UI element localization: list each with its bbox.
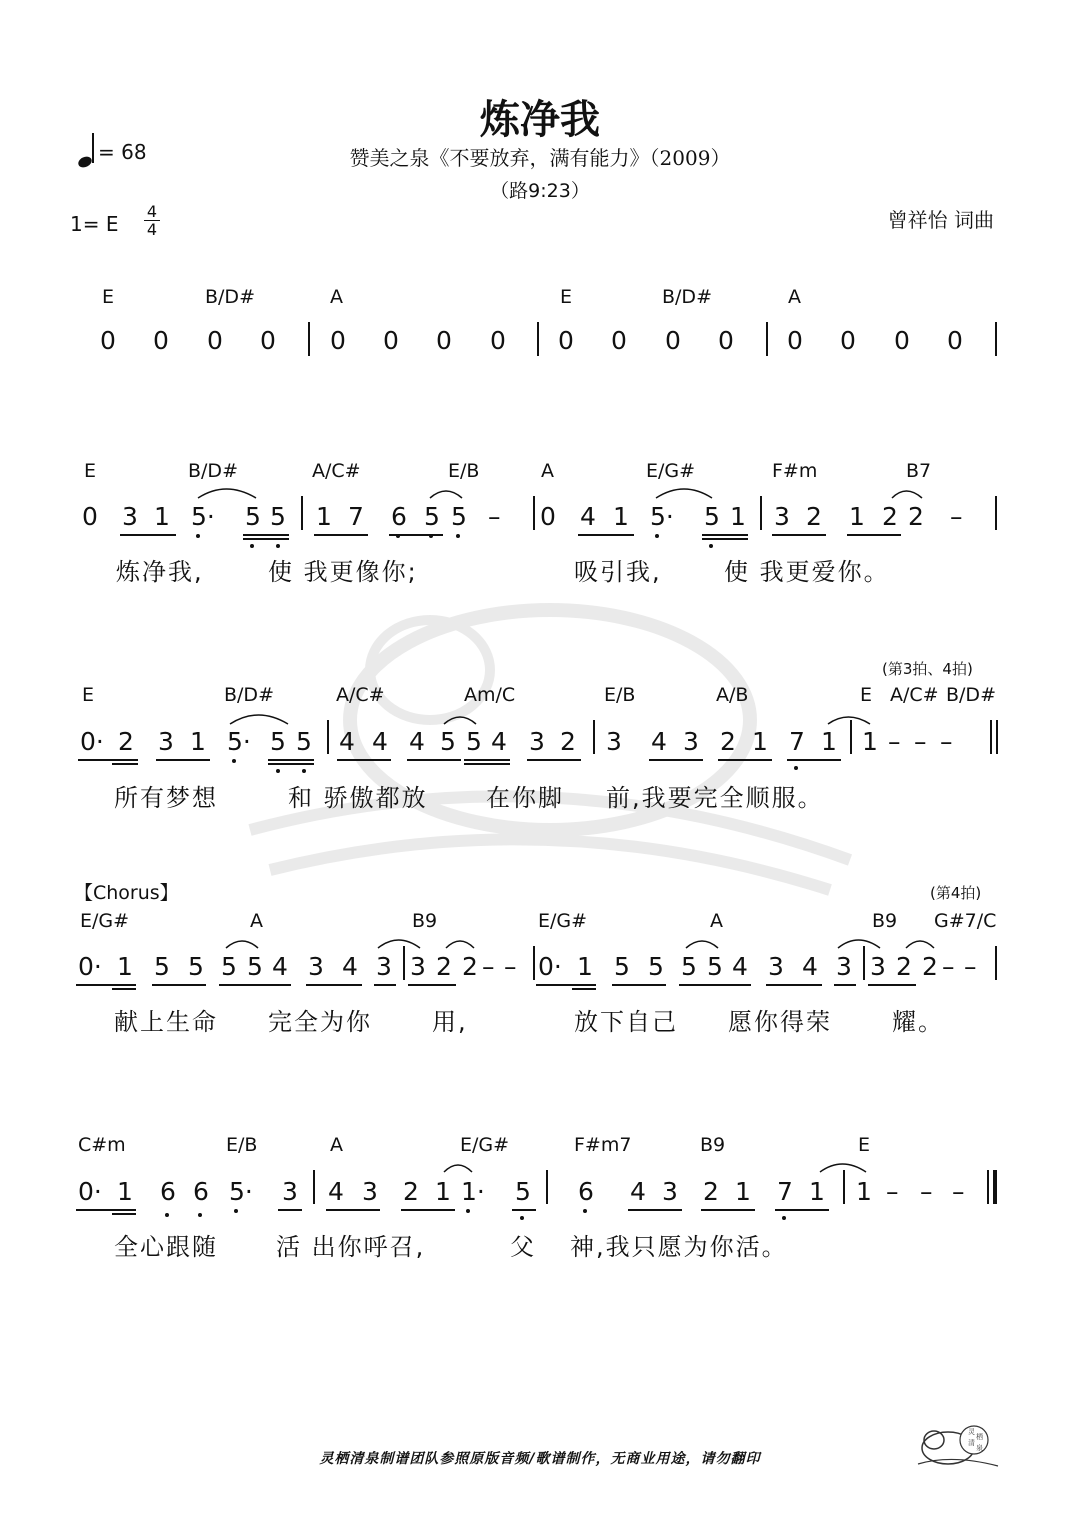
chord: C#m — [78, 1134, 126, 1156]
underline — [306, 984, 362, 986]
note: 5 — [245, 502, 261, 531]
author-credit: 曾祥怡 词曲 — [887, 208, 994, 232]
octave-dot — [709, 544, 713, 548]
lyric: 献上生命 — [114, 1008, 218, 1036]
logo-char: 清 — [968, 1439, 975, 1447]
note: 2 — [462, 952, 478, 981]
underline — [649, 759, 703, 761]
chord: E/B — [448, 460, 480, 482]
note: 3 — [529, 727, 545, 756]
underline — [701, 1209, 755, 1211]
note: 0 — [436, 326, 452, 355]
lyric: 愿你得荣 — [728, 1008, 832, 1036]
chord: A — [788, 286, 801, 308]
lyric: 使 我更像你; — [268, 558, 418, 586]
lyric: 父 — [510, 1233, 536, 1261]
underline — [536, 984, 596, 986]
note: 1 — [730, 502, 746, 531]
chord: A/C# — [336, 684, 385, 706]
octave-dot — [198, 1213, 202, 1217]
lyric: 活 出你呼召, — [276, 1233, 426, 1261]
key-signature: 1= E — [70, 212, 119, 236]
chord: B/D# — [205, 286, 255, 308]
note: 0 — [153, 326, 169, 355]
note: – — [886, 1177, 899, 1206]
barline — [863, 946, 865, 980]
underline — [775, 1209, 829, 1211]
note: 0· — [538, 952, 562, 981]
note: 5· — [229, 1177, 253, 1206]
note: 0 — [787, 326, 803, 355]
note: 4 — [342, 952, 358, 981]
chord: B9 — [412, 910, 438, 932]
chord: F#m7 — [574, 1134, 632, 1156]
note: 3 — [683, 727, 699, 756]
barline — [995, 946, 997, 980]
note: 1 — [735, 1177, 751, 1206]
underline — [702, 534, 748, 536]
underline — [326, 1209, 380, 1211]
note: 5 — [154, 952, 170, 981]
barline — [995, 322, 997, 356]
note: 1 — [154, 502, 170, 531]
note: 3 — [606, 727, 622, 756]
octave-dot — [302, 769, 306, 773]
lyric: 所有梦想 — [114, 784, 218, 812]
note: 0· — [80, 727, 104, 756]
note: 3 — [308, 952, 324, 981]
barline — [990, 720, 992, 754]
note: 2 — [908, 502, 924, 531]
note: 3 — [158, 727, 174, 756]
note: 5 — [270, 502, 286, 531]
note: 5 — [270, 727, 286, 756]
note: – — [914, 727, 927, 756]
note: 1 — [117, 952, 133, 981]
note: 1 — [190, 727, 206, 756]
underline — [527, 759, 581, 761]
beat-annotation: (第4拍) — [930, 884, 982, 902]
note: 6 — [578, 1177, 594, 1206]
chord: F#m — [772, 460, 818, 482]
note: 3 — [870, 952, 886, 981]
chord: E/G# — [646, 460, 696, 482]
note: 3 — [410, 952, 426, 981]
note: 5 — [648, 952, 664, 981]
note: 0 — [100, 326, 116, 355]
note: 2 — [560, 727, 576, 756]
note: 0· — [78, 952, 102, 981]
underline — [120, 534, 176, 536]
underline — [718, 759, 772, 761]
note: 5 — [221, 952, 237, 981]
logo-char: 栖 — [976, 1433, 983, 1441]
scripture-reference: （路9:23） — [490, 180, 590, 202]
barline — [308, 322, 310, 356]
underline — [766, 984, 822, 986]
underline — [834, 984, 856, 986]
chord: A — [330, 1134, 343, 1156]
note: – — [920, 1177, 933, 1206]
octave-dot — [466, 1209, 470, 1213]
note: 2 — [720, 727, 736, 756]
underline — [512, 1209, 536, 1211]
underline — [374, 984, 396, 986]
underline — [702, 538, 748, 540]
barline — [403, 946, 405, 980]
note: 4 — [802, 952, 818, 981]
note: – — [964, 952, 977, 981]
note: 1 — [435, 1177, 451, 1206]
barline — [593, 720, 595, 754]
underline — [76, 1209, 136, 1211]
note: 0 — [611, 326, 627, 355]
note: 1 — [577, 952, 593, 981]
note: 5 — [466, 727, 482, 756]
lyric: 前,我要完全顺服。 — [606, 784, 824, 812]
octave-dot — [232, 759, 236, 763]
chord: B/D# — [662, 286, 712, 308]
note: 0 — [540, 502, 556, 531]
underline — [628, 1209, 682, 1211]
underline — [314, 534, 368, 536]
chord: B9 — [700, 1134, 726, 1156]
note: 4 — [272, 952, 288, 981]
underline — [278, 1209, 302, 1211]
chord: A — [541, 460, 554, 482]
barline — [327, 720, 329, 754]
note: 2 — [922, 952, 938, 981]
chord: G#7/C — [934, 910, 997, 932]
note: 7 — [348, 502, 364, 531]
note: 3 — [774, 502, 790, 531]
note: 0 — [840, 326, 856, 355]
chord: E — [102, 286, 115, 308]
note: 6 — [160, 1177, 176, 1206]
note: 5 — [681, 952, 697, 981]
underline — [408, 984, 456, 986]
chord: A — [250, 910, 263, 932]
octave-dot — [165, 1213, 169, 1217]
note: 4 — [409, 727, 425, 756]
underline — [112, 1213, 136, 1215]
underline — [572, 988, 596, 990]
chord: Am/C — [464, 684, 516, 706]
note: 5 — [704, 502, 720, 531]
note: 1 — [316, 502, 332, 531]
time-signature-top: 4 — [146, 202, 158, 221]
note: 6 — [391, 502, 407, 531]
note: 2 — [703, 1177, 719, 1206]
lyric: 全心跟随 — [114, 1233, 218, 1261]
lamb-logo-icon — [912, 1418, 1002, 1470]
octave-dot — [456, 534, 460, 538]
note: 1 — [856, 1177, 872, 1206]
chord: B7 — [906, 460, 932, 482]
note: – — [952, 1177, 965, 1206]
note: 1 — [862, 727, 878, 756]
lyric: 用, — [432, 1008, 468, 1036]
underline — [401, 1209, 455, 1211]
barline — [760, 496, 762, 530]
underline — [407, 759, 461, 761]
chord: E — [858, 1134, 871, 1156]
octave-dot — [520, 1216, 524, 1220]
note: 3 — [282, 1177, 298, 1206]
underline — [243, 538, 289, 540]
lyric: 神,我只愿为你活。 — [570, 1233, 788, 1261]
barline — [533, 946, 535, 980]
note: 0 — [947, 326, 963, 355]
lyric: 在你脚 — [486, 784, 564, 812]
note: 0 — [490, 326, 506, 355]
time-signature-bottom: 4 — [144, 220, 160, 238]
underline — [156, 759, 210, 761]
chord: E — [84, 460, 97, 482]
chord: B/D# — [224, 684, 274, 706]
note: 6 — [193, 1177, 209, 1206]
underline — [243, 534, 289, 536]
note: 2 — [896, 952, 912, 981]
song-title: 炼净我 — [480, 97, 600, 143]
note: 2 — [436, 952, 452, 981]
octave-dot — [250, 544, 254, 548]
logo-char: 灵 — [968, 1428, 975, 1436]
barline — [766, 322, 768, 356]
note: 1 — [752, 727, 768, 756]
note: 3 — [362, 1177, 378, 1206]
note: 1 — [117, 1177, 133, 1206]
note: 7 — [789, 727, 805, 756]
section-label: 【Chorus】 — [74, 882, 179, 904]
note: 3 — [376, 952, 392, 981]
note: 5· — [650, 502, 674, 531]
octave-dot — [794, 766, 798, 770]
note: 4 — [580, 502, 596, 531]
underline — [112, 988, 136, 990]
barline — [313, 1170, 315, 1204]
note: – — [504, 952, 517, 981]
chord: A — [330, 286, 343, 308]
note: 5· — [227, 727, 251, 756]
barline — [850, 720, 852, 754]
note: 0· — [78, 1177, 102, 1206]
note: 0 — [383, 326, 399, 355]
chord: E — [560, 286, 573, 308]
note: – — [942, 952, 955, 981]
note: – — [888, 727, 901, 756]
octave-dot — [396, 534, 400, 538]
note: 1 — [809, 1177, 825, 1206]
final-barline — [993, 1170, 997, 1204]
note: 5 — [440, 727, 456, 756]
chord: E — [82, 684, 95, 706]
barline — [301, 496, 303, 530]
note: 0 — [718, 326, 734, 355]
octave-dot — [583, 1209, 587, 1213]
lyric: 使 我更爱你。 — [724, 558, 890, 586]
underline — [464, 763, 510, 765]
octave-dot — [782, 1216, 786, 1220]
underline — [112, 763, 138, 765]
note: 1· — [461, 1177, 485, 1206]
time-signature — [144, 203, 160, 238]
note: 4 — [630, 1177, 646, 1206]
lyric: 完全为你 — [268, 1008, 372, 1036]
underline — [78, 759, 138, 761]
underline — [847, 534, 901, 536]
chord: E/B — [604, 684, 636, 706]
lyric: 放下自己 — [574, 1008, 678, 1036]
note: 4 — [339, 727, 355, 756]
underline — [679, 984, 751, 986]
chord: A/C# — [890, 684, 939, 706]
note: 1 — [821, 727, 837, 756]
note: – — [950, 502, 963, 531]
underline — [152, 984, 206, 986]
lyric: 和 骄傲都放 — [288, 784, 428, 812]
chord: B9 — [872, 910, 898, 932]
tempo-marking — [78, 140, 147, 164]
chord: B/D# — [188, 460, 238, 482]
octave-dot — [196, 534, 200, 538]
underline — [578, 534, 634, 536]
note: 5 — [515, 1177, 531, 1206]
note: 5 — [707, 952, 723, 981]
note: 0 — [330, 326, 346, 355]
note: 5 — [424, 502, 440, 531]
note: 4 — [651, 727, 667, 756]
note: 3 — [662, 1177, 678, 1206]
barline — [533, 496, 535, 530]
watermark-lamb-icon — [230, 600, 873, 900]
chord: E/G# — [80, 910, 130, 932]
chord: A/C# — [312, 460, 361, 482]
octave-dot — [429, 534, 433, 538]
note: 2 — [882, 502, 898, 531]
note: – — [488, 502, 501, 531]
tempo-value: = 68 — [98, 140, 147, 164]
lyric: 炼净我, — [116, 558, 204, 586]
octave-dot — [276, 544, 280, 548]
note: – — [940, 727, 953, 756]
underline — [868, 984, 916, 986]
underline — [219, 984, 291, 986]
underline — [612, 984, 666, 986]
barline — [546, 1170, 548, 1204]
note: 3 — [768, 952, 784, 981]
note: 2 — [118, 727, 134, 756]
note: 0 — [894, 326, 910, 355]
note: – — [482, 952, 495, 981]
chord: E/G# — [460, 1134, 510, 1156]
chord: E/G# — [538, 910, 588, 932]
octave-dot — [276, 769, 280, 773]
note: 1 — [613, 502, 629, 531]
note: 2 — [403, 1177, 419, 1206]
chord: A — [710, 910, 723, 932]
underline — [268, 763, 314, 765]
note: 0 — [207, 326, 223, 355]
octave-dot — [655, 534, 659, 538]
note: 3 — [836, 952, 852, 981]
barline — [996, 720, 998, 754]
chord: E — [860, 684, 873, 706]
chord: A/B — [716, 684, 749, 706]
chord: B/D# — [946, 684, 996, 706]
note: 4 — [372, 727, 388, 756]
note: 0 — [665, 326, 681, 355]
underline — [772, 534, 826, 536]
note: 5· — [191, 502, 215, 531]
octave-dot — [234, 1209, 238, 1213]
note: 5 — [614, 952, 630, 981]
note: 0 — [558, 326, 574, 355]
lyric: 吸引我, — [574, 558, 662, 586]
note: 0 — [260, 326, 276, 355]
barline — [537, 322, 539, 356]
underline — [464, 759, 510, 761]
underline — [787, 759, 841, 761]
note: 5 — [247, 952, 263, 981]
note: 5 — [296, 727, 312, 756]
note: 0 — [82, 502, 98, 531]
underline — [268, 759, 314, 761]
barline — [987, 1170, 989, 1204]
note: 4 — [732, 952, 748, 981]
beat-annotation: (第3拍、4拍) — [882, 660, 973, 678]
barline — [843, 1170, 845, 1204]
note: 7 — [777, 1177, 793, 1206]
note: 2 — [806, 502, 822, 531]
album-subtitle: 赞美之泉《不要放弃，满有能力》（2009） — [349, 146, 731, 170]
underline — [337, 759, 391, 761]
note: 3 — [122, 502, 138, 531]
note: 5 — [451, 502, 467, 531]
note: 5 — [188, 952, 204, 981]
note: 4 — [491, 727, 507, 756]
underline — [76, 984, 136, 986]
note: 1 — [849, 502, 865, 531]
chord: E/B — [226, 1134, 258, 1156]
note: 4 — [328, 1177, 344, 1206]
copyright-footer: 灵栖清泉制谱团队参照原版音频/歌谱制作，无商业用途，请勿翻印 — [319, 1451, 761, 1467]
logo-char: 泉 — [976, 1444, 983, 1452]
barline — [995, 496, 997, 530]
lyric: 耀。 — [892, 1008, 944, 1036]
